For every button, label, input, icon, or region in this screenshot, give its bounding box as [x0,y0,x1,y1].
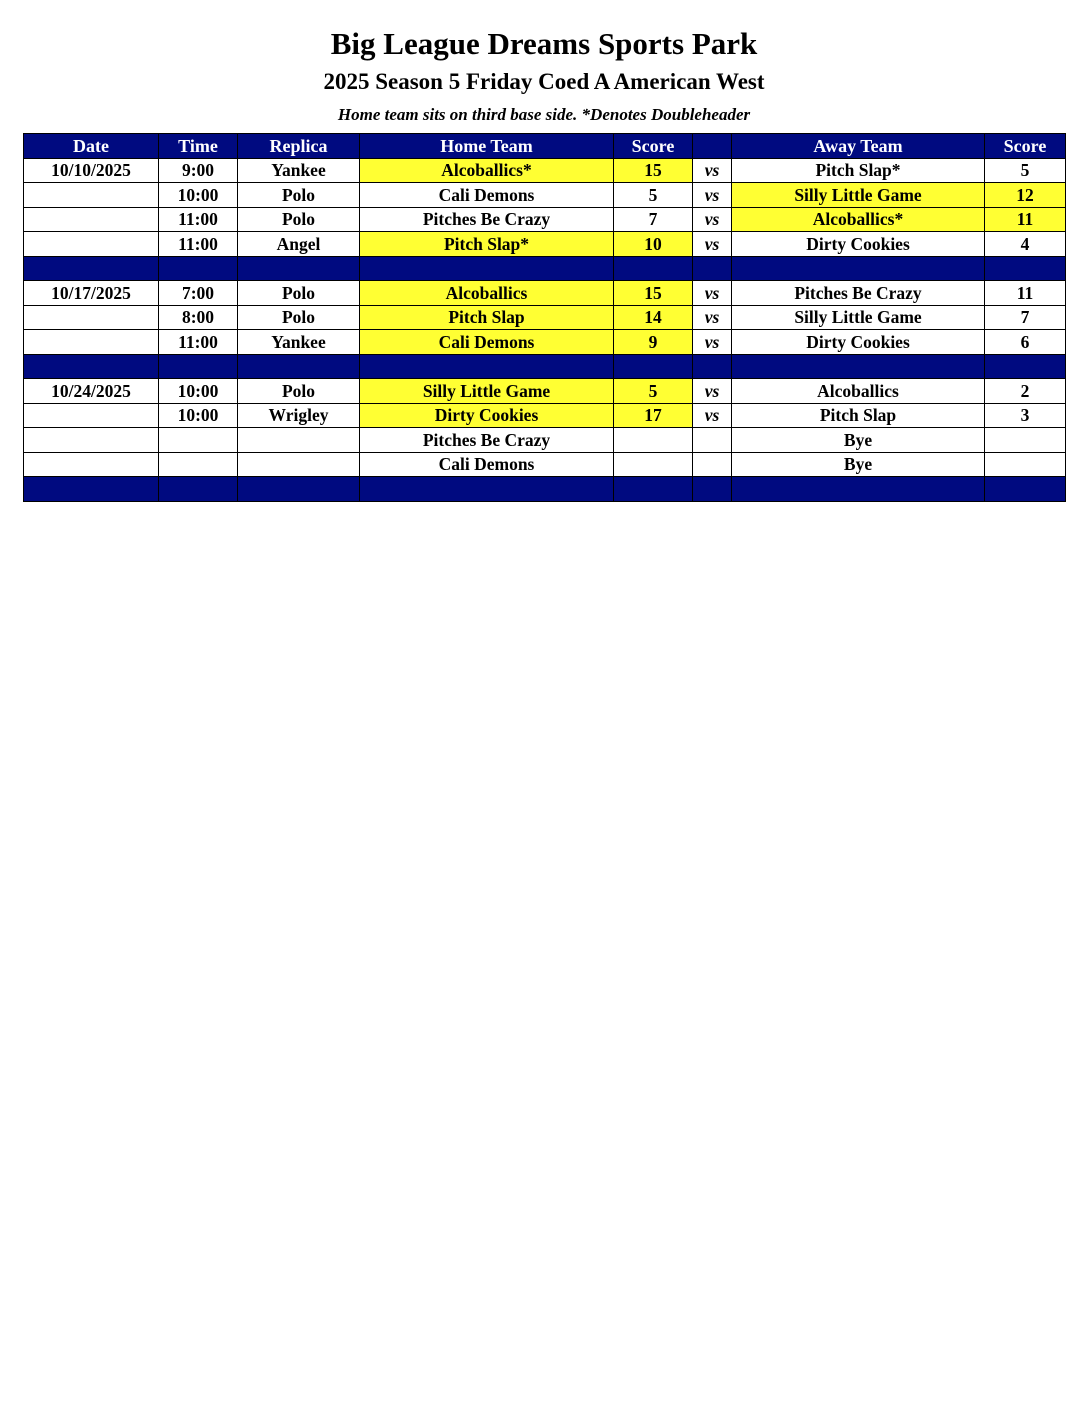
table-row [24,232,1066,257]
replica-cell [238,452,360,477]
date-cell: 10/24/2025 [24,379,159,404]
away-score-cell: 11 [985,281,1066,306]
time-cell: 10:00 [159,379,238,404]
replica-cell: Polo [238,379,360,404]
date-cell [24,232,159,257]
separator-cell [732,477,985,502]
away-score-cell: 4 [985,232,1066,257]
vs-cell: vs [693,232,732,257]
date-cell [24,305,159,330]
vs-cell: vs [693,330,732,355]
vs-cell: vs [693,379,732,404]
home-team-cell: Cali Demons [360,452,614,477]
schedule-table [23,133,1066,502]
home-team-cell: Dirty Cookies [360,403,614,428]
replica-cell: Angel [238,232,360,257]
home-team-cell: Pitches Be Crazy [360,428,614,453]
column-header-home-team: Home Team [360,134,614,159]
table-row [24,183,1066,208]
vs-cell: vs [693,281,732,306]
replica-cell: Polo [238,183,360,208]
home-team-cell: Pitch Slap [360,305,614,330]
column-header-date: Date [24,134,159,159]
schedule-note: Home team sits on third base side. *Denotes Doubleheader [337,105,751,124]
date-cell [24,207,159,232]
vs-cell: vs [693,305,732,330]
separator-cell [732,354,985,379]
home-score-cell: 7 [614,207,693,232]
vs-cell: vs [693,207,732,232]
home-score-cell: 10 [614,232,693,257]
away-score-cell [985,428,1066,453]
separator-cell [24,354,159,379]
separator-cell [693,256,732,281]
date-cell [24,403,159,428]
separator-cell [159,477,238,502]
time-cell: 11:00 [159,207,238,232]
separator-cell [614,477,693,502]
date-cell [24,183,159,208]
table-header-row [24,134,1066,159]
time-cell: 9:00 [159,158,238,183]
home-score-cell: 15 [614,281,693,306]
schedule-body [24,158,1066,501]
table-row [24,158,1066,183]
away-team-cell: Pitch Slap* [732,158,985,183]
separator-cell [693,477,732,502]
section-separator-row [24,354,1066,379]
away-score-cell: 6 [985,330,1066,355]
away-team-cell: Bye [732,428,985,453]
separator-cell [360,477,614,502]
separator-cell [985,477,1066,502]
away-team-cell: Dirty Cookies [732,330,985,355]
time-cell: 8:00 [159,305,238,330]
home-team-cell: Cali Demons [360,330,614,355]
replica-cell: Wrigley [238,403,360,428]
table-row [24,379,1066,404]
column-header-home-score: Score [614,134,693,159]
table-row [24,305,1066,330]
separator-cell [985,354,1066,379]
away-team-cell: Alcoballics [732,379,985,404]
separator-cell [985,256,1066,281]
home-team-cell: Pitch Slap* [360,232,614,257]
vs-cell: vs [693,158,732,183]
away-score-cell [985,452,1066,477]
section-separator-row [24,477,1066,502]
column-header-away-team: Away Team [732,134,985,159]
table-row [24,330,1066,355]
separator-cell [24,477,159,502]
away-team-cell: Pitches Be Crazy [732,281,985,306]
replica-cell: Yankee [238,330,360,355]
time-cell: 11:00 [159,330,238,355]
separator-cell [238,354,360,379]
home-score-cell: 5 [614,183,693,208]
away-team-cell: Pitch Slap [732,403,985,428]
time-cell: 10:00 [159,403,238,428]
vs-cell [693,428,732,453]
vs-cell: vs [693,403,732,428]
column-header-vs [693,134,732,159]
separator-cell [693,354,732,379]
date-cell: 10/10/2025 [24,158,159,183]
vs-cell: vs [693,183,732,208]
away-score-cell: 2 [985,379,1066,404]
home-team-cell: Alcoballics [360,281,614,306]
home-team-cell: Silly Little Game [360,379,614,404]
table-row [24,281,1066,306]
home-score-cell [614,428,693,453]
home-score-cell: 15 [614,158,693,183]
time-cell [159,428,238,453]
time-cell: 7:00 [159,281,238,306]
away-team-cell: Silly Little Game [732,183,985,208]
replica-cell: Polo [238,281,360,306]
away-score-cell: 12 [985,183,1066,208]
time-cell: 10:00 [159,183,238,208]
replica-cell: Polo [238,207,360,232]
date-cell: 10/17/2025 [24,281,159,306]
home-score-cell [614,452,693,477]
home-score-cell: 17 [614,403,693,428]
home-score-cell: 14 [614,305,693,330]
away-score-cell: 11 [985,207,1066,232]
separator-cell [238,256,360,281]
replica-cell: Yankee [238,158,360,183]
vs-cell [693,452,732,477]
away-team-cell: Dirty Cookies [732,232,985,257]
replica-cell [238,428,360,453]
date-cell [24,330,159,355]
away-team-cell: Alcoballics* [732,207,985,232]
home-team-cell: Pitches Be Crazy [360,207,614,232]
separator-cell [614,354,693,379]
page-subtitle: 2025 Season 5 Friday Coed A American West [323,69,765,94]
column-header-replica: Replica [238,134,360,159]
table-row [24,403,1066,428]
away-team-cell: Silly Little Game [732,305,985,330]
separator-cell [238,477,360,502]
separator-cell [24,256,159,281]
separator-cell [159,354,238,379]
table-row [24,428,1066,453]
away-score-cell: 5 [985,158,1066,183]
away-score-cell: 7 [985,305,1066,330]
date-cell [24,428,159,453]
table-row [24,207,1066,232]
column-header-time: Time [159,134,238,159]
home-score-cell: 5 [614,379,693,404]
away-team-cell: Bye [732,452,985,477]
separator-cell [732,256,985,281]
date-cell [24,452,159,477]
home-team-cell: Alcoballics* [360,158,614,183]
away-score-cell: 3 [985,403,1066,428]
section-separator-row [24,256,1066,281]
time-cell: 11:00 [159,232,238,257]
separator-cell [159,256,238,281]
separator-cell [614,256,693,281]
replica-cell: Polo [238,305,360,330]
page-title: Big League Dreams Sports Park [330,26,758,61]
home-score-cell: 9 [614,330,693,355]
separator-cell [360,354,614,379]
home-team-cell: Cali Demons [360,183,614,208]
time-cell [159,452,238,477]
table-row [24,452,1066,477]
column-header-away-score: Score [985,134,1066,159]
separator-cell [360,256,614,281]
